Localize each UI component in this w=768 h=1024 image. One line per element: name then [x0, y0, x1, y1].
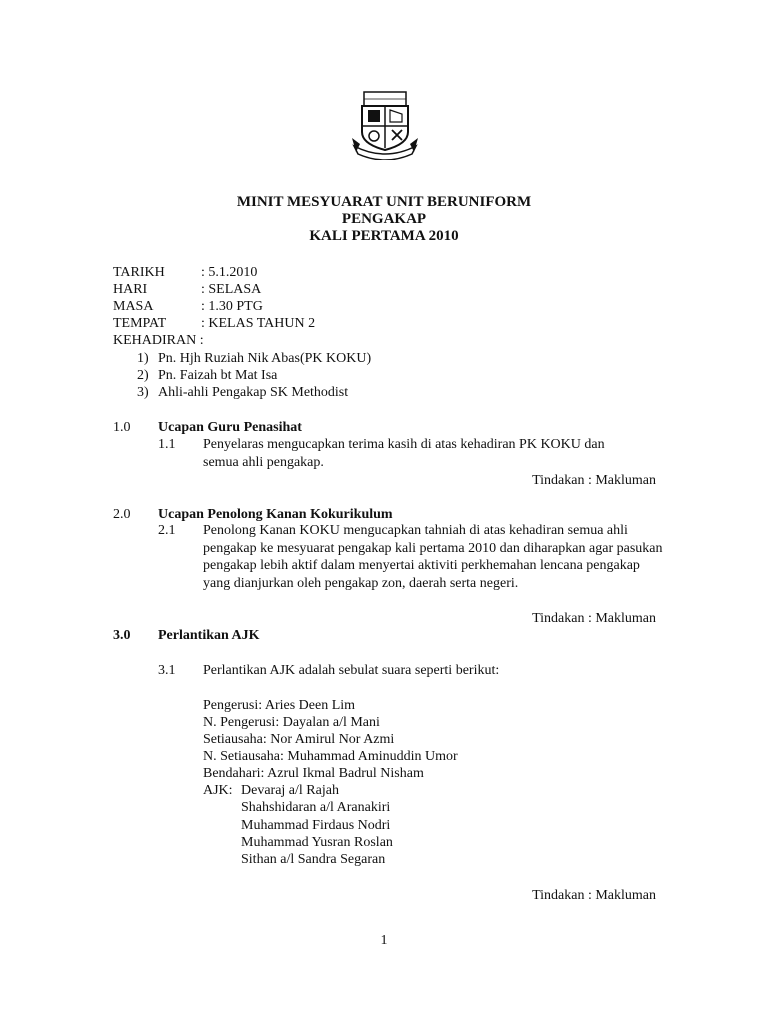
section-heading: Ucapan Penolong Kanan Kokurikulum [158, 507, 393, 522]
info-label-masa: MASA [113, 299, 154, 314]
kehadiran-item: Pn. Faizah bt Mat Isa [158, 368, 278, 383]
section-number: 3.0 [113, 628, 131, 643]
kehadiran-num: 3) [137, 385, 149, 400]
document-title-line2: PENGAKAP [341, 211, 427, 227]
subsection-text: Perlantikan AJK adalah sebulat suara seperti berikut: [203, 663, 500, 678]
document-title-line3: KALI PERTAMA 2010 [309, 228, 459, 244]
page-number: 1 [380, 933, 388, 948]
ajk-member: Sithan a/l Sandra Segaran [241, 852, 386, 867]
ajk-member: Muhammad Yusran Roslan [241, 835, 393, 850]
subsection-number: 2.1 [158, 523, 176, 538]
tindakan-note: Tindakan : Makluman [532, 888, 656, 903]
ajk-role: N. Pengerusi: Dayalan a/l Mani [203, 715, 380, 730]
tindakan-note: Tindakan : Makluman [532, 473, 656, 488]
kehadiran-item: Pn. Hjh Ruziah Nik Abas(PK KOKU) [158, 351, 372, 366]
section-number: 1.0 [113, 420, 131, 435]
subsection-text: Penolong Kanan KOKU mengucapkan tahniah di atas kehadiran semua ahli pengakap ke mesyuarat pengakap kali pertama 2010 dan diharapkan agar pasukan pengakap lebih aktif dalam menyertai aktiviti perkhemahan lencana pengakap yang dianjurkan oleh pengakap zon, daerah serta negeri. [203, 523, 663, 591]
kehadiran-item: Ahli-ahli Pengakap SK Methodist [158, 385, 349, 400]
kehadiran-num: 1) [137, 351, 149, 366]
subsection-number: 1.1 [158, 437, 176, 452]
info-value-masa: : 1.30 PTG [201, 299, 263, 314]
section-heading: Ucapan Guru Penasihat [158, 420, 302, 435]
ajk-role: N. Setiausaha: Muhammad Aminuddin Umor [203, 749, 458, 764]
section-number: 2.0 [113, 507, 131, 522]
ajk-member: Devaraj a/l Rajah [241, 783, 339, 798]
ajk-label: AJK: [203, 783, 233, 798]
info-value-tarikh: : 5.1.2010 [201, 265, 258, 280]
section-heading: Perlantikan AJK [158, 628, 260, 643]
school-crest-logo [350, 88, 420, 160]
ajk-member: Shahshidaran a/l Aranakiri [241, 800, 391, 815]
ajk-role: Pengerusi: Aries Deen Lim [203, 698, 356, 713]
document-title-line1: MINIT MESYUARAT UNIT BERUNIFORM [236, 194, 532, 210]
info-value-hari: : SELASA [201, 282, 262, 297]
ajk-member: Muhammad Firdaus Nodri [241, 818, 391, 833]
info-value-tempat: : KELAS TAHUN 2 [201, 316, 316, 331]
info-label-hari: HARI [113, 282, 148, 297]
subsection-text: Penyelaras mengucapkan terima kasih di atas kehadiran PK KOKU dan semua ahli pengakap. [203, 437, 605, 470]
info-label-tarikh: TARIKH [113, 265, 165, 280]
subsection-number: 3.1 [158, 663, 176, 678]
info-label-tempat: TEMPAT [113, 316, 167, 331]
kehadiran-label: KEHADIRAN : [113, 333, 204, 348]
ajk-role: Setiausaha: Nor Amirul Nor Azmi [203, 732, 395, 747]
tindakan-note: Tindakan : Makluman [532, 611, 656, 626]
kehadiran-num: 2) [137, 368, 149, 383]
ajk-role: Bendahari: Azrul Ikmal Badrul Nisham [203, 766, 424, 781]
